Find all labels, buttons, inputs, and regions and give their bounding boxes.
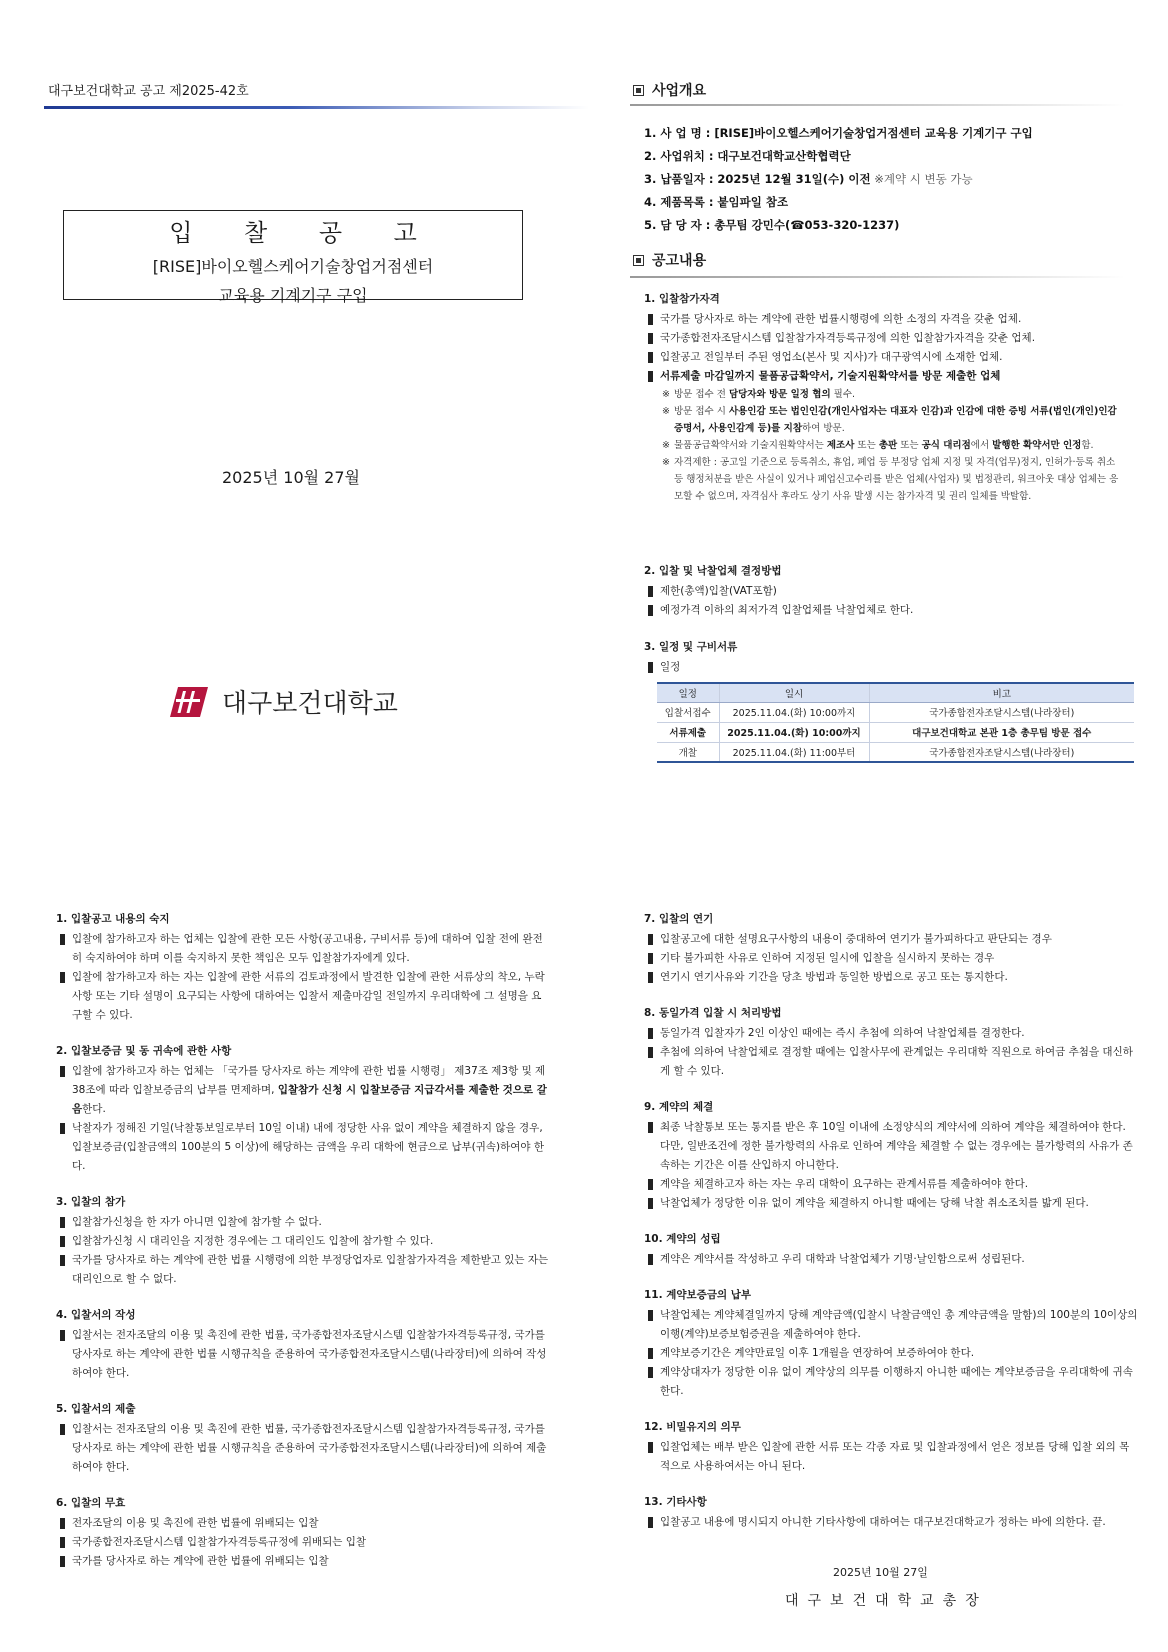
bullet-item: 국가를 당사자로 하는 계약에 관한 법률 시행령에 의한 부정당업자로 입찰참가자격을 제한받고 있는 자는 대리인으로 할 수 없다. [56, 1251, 551, 1289]
content-heading-text: 공고내용 [652, 253, 707, 269]
bullet-item: 입찰에 참가하고자 하는 자는 입찰에 관한 서류의 검토과정에서 발견한 입찰에 관한 서류상의 착오, 누락사항 또는 기타 설명이 요구되는 사항에 대하여는 입찰서 제출마감일 전일까지 우리대학에 그 설명을 요구할 수 있다. [56, 968, 551, 1025]
logo-text: 대구보건대학교 [222, 689, 398, 719]
terms-section [56, 1494, 551, 1571]
overview-item: 1. 사 업 명 : [RISE]바이오헬스케어기술창업거점센터 교육용 기계기구 구입 [644, 126, 1033, 140]
award-method-section [644, 562, 1124, 620]
terms-section [644, 1286, 1139, 1401]
publish-date: 2025년 10월 27월 [222, 468, 360, 487]
column-header: 일시 [719, 683, 869, 702]
terms-section [56, 1400, 551, 1477]
bullet-item: 낙찰업체가 정당한 이유 없이 계약을 체결하지 아니할 때에는 당해 낙찰 취소조치를 밟게 된다. [644, 1194, 1139, 1213]
signature-name: 대구보건대학교총장 [785, 1593, 988, 1609]
table-cell: 2025.11.04.(화) 11:00부터 [719, 742, 869, 762]
section-title: 8. 동일가격 입찰 시 처리방법 [644, 1007, 782, 1019]
bullet-item: 낙찰자가 정해진 기일(낙찰통보일로부터 10일 이내) 내에 정당한 사유 없이 계약을 체결하지 않을 경우, 입찰보증금(입찰금액의 100분의 5 이상)에 해당하는 금액을 우리 대학에 현금으로 납부(귀속)하여야 한다. [56, 1119, 551, 1176]
terms-section [644, 1004, 1139, 1081]
bullet-item: 입찰공고에 대한 설명요구사항의 내용이 중대하여 연기가 불가피하다고 판단되는 경우 [644, 930, 1139, 949]
table-header-row [657, 683, 1134, 702]
terms-section [56, 910, 551, 1025]
bullet-item: 입찰참가신청을 한 자가 아니면 입찰에 참가할 수 없다. [56, 1213, 551, 1232]
section-title: 12. 비밀유지의 의무 [644, 1421, 741, 1433]
bullet-item: 제한(총액)입찰(VAT포함) [644, 582, 1124, 601]
qualification-section [644, 290, 1124, 505]
note-item: ※ 방문 접수 시 사용인감 또는 법인인감(개인사업자는 대표자 인감)과 인감에 대한 증빙 서류(법인(개인)인감증명서, 사용인감계 등)를 지참하여 방문. [662, 406, 1117, 434]
table-cell: 국가종합전자조달시스템(나라장터) [869, 702, 1134, 722]
section-title: 4. 입찰서의 작성 [56, 1309, 136, 1321]
bullet-item: 서류제출 마감일까지 물품공급확약서, 기술지원확약서를 방문 제출한 업체 [644, 367, 1124, 386]
bullet-item: 예정가격 이하의 최저가격 입찰업체를 낙찰업체로 한다. [644, 601, 1124, 620]
table-cell: 국가종합전자조달시스템(나라장터) [869, 742, 1134, 762]
terms-section [644, 910, 1139, 987]
bullet-item: 일정 [644, 658, 1124, 677]
bullet-item: 낙찰업체는 계약체결일까지 당해 계약금액(입찰시 낙찰금액인 총 계약금액을 말함)의 100분의 10이상의 이행(계약)보증보험증권을 제출하여야 한다. [644, 1306, 1139, 1344]
table-cell: 입찰서접수 [657, 702, 719, 722]
bullet-item: 입찰서는 전자조달의 이용 및 촉진에 관한 법률, 국가종합전자조달시스템 입찰참가자격등록규정, 국가를 당사자로 하는 계약에 관한 법률 시행규칙을 준용하여 국가종합전자조달시스템(나라장터)에 의하여 제출하여야 한다. [56, 1420, 551, 1477]
section-title: 6. 입찰의 무효 [56, 1497, 126, 1509]
title-box [63, 210, 523, 305]
signature-date: 2025년 10월 27일 [833, 1566, 928, 1579]
table-row [657, 722, 1134, 742]
note-item: ※ 물품공급확약서와 기술지원확약서는 제조사 또는 총판 또는 공식 대리점에서 발행한 확약서만 인정함. [662, 440, 1094, 451]
column-header: 일정 [657, 683, 719, 702]
bullet-item: 계약은 계약서를 작성하고 우리 대학과 낙찰업체가 기명·날인함으로써 성립된다. [644, 1250, 1139, 1269]
bullet-item: 입찰참가신청 시 대리인을 지정한 경우에는 그 대리인도 입찰에 참가할 수 있다. [56, 1232, 551, 1251]
terms-section [644, 1098, 1139, 1213]
terms-section [56, 1042, 551, 1176]
bullet-item: 국가종합전자조달시스템 입찰참가자격등록규정에 위배되는 입찰 [56, 1533, 551, 1552]
section-title: 2. 입찰보증금 및 동 귀속에 관한 사항 [56, 1045, 232, 1057]
section-title: 2. 입찰 및 낙찰업체 결정방법 [644, 565, 782, 577]
bullet-item: 국가종합전자조달시스템 입찰참가자격등록규정에 의한 입찰참가자격을 갖춘 업체. [644, 329, 1124, 348]
overview-item: 2. 사업위치 : 대구보건대학교산학협력단 [644, 149, 851, 163]
content-divider [630, 276, 1125, 278]
page-title: 입 찰 공 고 [169, 219, 439, 247]
overview-item: 4. 제품목록 : 붙임파일 참조 [644, 195, 789, 209]
project-name-line1: [RISE]바이오헬스케어기술창업거점센터 [152, 257, 434, 276]
terms-section [644, 1230, 1139, 1269]
overview-heading [633, 80, 706, 100]
overview-note: ※계약 시 변동 가능 [874, 172, 973, 186]
terms-section [56, 1306, 551, 1383]
bullet-item: 동일가격 입찰자가 2인 이상인 때에는 즉시 추첨에 의하여 낙찰업체를 결정한다. [644, 1024, 1139, 1043]
note-item: ※ 자격제한 : 공고일 기준으로 등록취소, 휴업, 폐업 등 부정당 업체 지정 및 자격(업무)정지, 인허가·등록 취소 등 행정처분을 받은 사실이 있거나 폐업신고수리를 받은 업체(사업자) 및 법정관리, 워크아웃 대상 업체는 응모할 수 없으며, 자격심사 후라도 상기 사유 발생 시는 참가자격 및 권리 일체를 박탈함. [662, 457, 1119, 502]
square-bullet-icon [633, 255, 644, 266]
terms-section [56, 1193, 551, 1289]
schedule-table [657, 682, 1134, 763]
terms-right-column [644, 910, 1139, 1549]
section-title: 3. 입찰의 참가 [56, 1196, 126, 1208]
bullet-item: 입찰에 참가하고자 하는 업체는 입찰에 관한 모든 사항(공고내용, 구비서류 등)에 대하여 입찰 전에 완전히 숙지하여야 하며 이를 숙지하지 못한 책임은 모두 입찰참가자에게 있다. [56, 930, 551, 968]
content-heading [633, 250, 706, 270]
schedule-section [644, 638, 1124, 677]
bullet-item: 연기시 연기사유와 기간을 당초 방법과 동일한 방법으로 공고 또는 통지한다. [644, 968, 1139, 987]
terms-section [644, 1418, 1139, 1476]
note-item: ※ 방문 접수 전 담당자와 방문 일정 협의 필수. [662, 389, 856, 400]
section-title: 9. 계약의 체결 [644, 1101, 714, 1113]
section-title: 1. 입찰공고 내용의 숙지 [56, 913, 170, 925]
table-row [657, 702, 1134, 722]
table-cell: 대구보건대학교 본관 1층 총무팀 방문 접수 [869, 722, 1134, 742]
bullet-item: 최종 낙찰통보 또는 통지를 받은 후 10일 이내에 소정양식의 계약서에 의하여 계약을 체결하여야 한다. 다만, 일반조건에 정한 불가항력의 사유로 인하여 계약을 체결할 수 없는 경우에는 불가항력의 사유가 존속하는 기간은 이를 산입하지 아니한다. [644, 1118, 1139, 1175]
section-title: 13. 기타사항 [644, 1496, 707, 1508]
table-row [657, 742, 1134, 762]
bullet-item: 계약을 체결하고자 하는 자는 우리 대학이 요구하는 관계서류를 제출하여야 한다. [644, 1175, 1139, 1194]
table-cell: 개찰 [657, 742, 719, 762]
section-title: 5. 입찰서의 제출 [56, 1403, 136, 1415]
section-title: 1. 입찰참가자격 [644, 293, 720, 305]
section-title: 7. 입찰의 연기 [644, 913, 714, 925]
overview-heading-text: 사업개요 [652, 83, 707, 99]
section-title: 11. 계약보증금의 납부 [644, 1289, 752, 1301]
overview-list [644, 122, 1033, 237]
bullet-item: 입찰공고 내용에 명시되지 아니한 기타사항에 대하여는 대구보건대학교가 정하는 바에 의한다. 끝. [644, 1513, 1139, 1532]
bullet-item: 국가를 당사자로 하는 계약에 관한 법률에 위배되는 입찰 [56, 1552, 551, 1571]
bullet-item: 입찰공고 전일부터 주된 영업소(본사 및 지사)가 대구광역시에 소재한 업체. [644, 348, 1124, 367]
bullet-item: 국가를 당사자로 하는 계약에 관한 법률시행령에 의한 소정의 자격을 갖춘 업체. [644, 310, 1124, 329]
project-name-line2: 교육용 기계기구 구입 [218, 286, 368, 305]
bullet-item: 입찰서는 전자조달의 이용 및 촉진에 관한 법률, 국가종합전자조달시스템 입찰참가자격등록규정, 국가를 당사자로 하는 계약에 관한 법률 시행규칙을 준용하여 국가종합전자조달시스템(나라장터)에 의하여 작성하여야 한다. [56, 1326, 551, 1383]
overview-item: 5. 담 당 자 : 총무팀 강민수(☎053-320-1237) [644, 218, 900, 232]
notice-divider [44, 106, 589, 109]
table-cell: 2025.11.04.(화) 10:00까지 [719, 722, 869, 742]
bullet-item: 기타 불가피한 사유로 인하여 지정된 일시에 입찰을 실시하지 못하는 경우 [644, 949, 1139, 968]
bullet-item: 계약보증기간은 계약만료일 이후 1개월을 연장하여 보증하여야 한다. [644, 1344, 1139, 1363]
table-cell: 서류제출 [657, 722, 719, 742]
terms-section [644, 1493, 1139, 1532]
bullet-item: 입찰업체는 배부 받은 입찰에 관한 서류 또는 각종 자료 및 입찰과정에서 얻은 정보를 당해 입찰 외의 목적으로 사용하여서는 아니 된다. [644, 1438, 1139, 1476]
overview-divider [630, 104, 1125, 106]
section-title: 3. 일정 및 구비서류 [644, 641, 738, 653]
overview-item: 3. 납품일자 : 2025년 12월 31일(수) 이전 ※계약 시 변동 가능 [644, 172, 973, 186]
bullet-item: 계약상대자가 정당한 이유 없이 계약상의 의무를 이행하지 아니한 때에는 계약보증금을 우리대학에 귀속한다. [644, 1363, 1139, 1401]
bullet-item: 추첨에 의하여 낙찰업체로 결정할 때에는 입찰사무에 관계없는 우리대학 직원으로 하여금 추첨을 대신하게 할 수 있다. [644, 1043, 1139, 1081]
bullet-item: 전자조달의 이용 및 촉진에 관한 법률에 위배되는 입찰 [56, 1514, 551, 1533]
notice-number: 대구보건대학교 공고 제2025-42호 [48, 84, 249, 99]
terms-left-column [56, 910, 551, 1588]
column-header: 비고 [869, 683, 1134, 702]
university-logo-icon [170, 687, 208, 717]
section-title: 10. 계약의 성립 [644, 1233, 721, 1245]
bullet-item: 입찰에 참가하고자 하는 업체는 「국가를 당사자로 하는 계약에 관한 법률 시행령」 제37조 제3항 및 제38조에 따라 입찰보증금의 납부를 면제하며, 입찰참가 신청 시 입찰보증금 지급각서를 제출한 것으로 갈음한다. [56, 1062, 551, 1119]
square-bullet-icon [633, 85, 644, 96]
table-cell: 2025.11.04.(화) 10:00까지 [719, 702, 869, 722]
university-logo [170, 683, 398, 720]
